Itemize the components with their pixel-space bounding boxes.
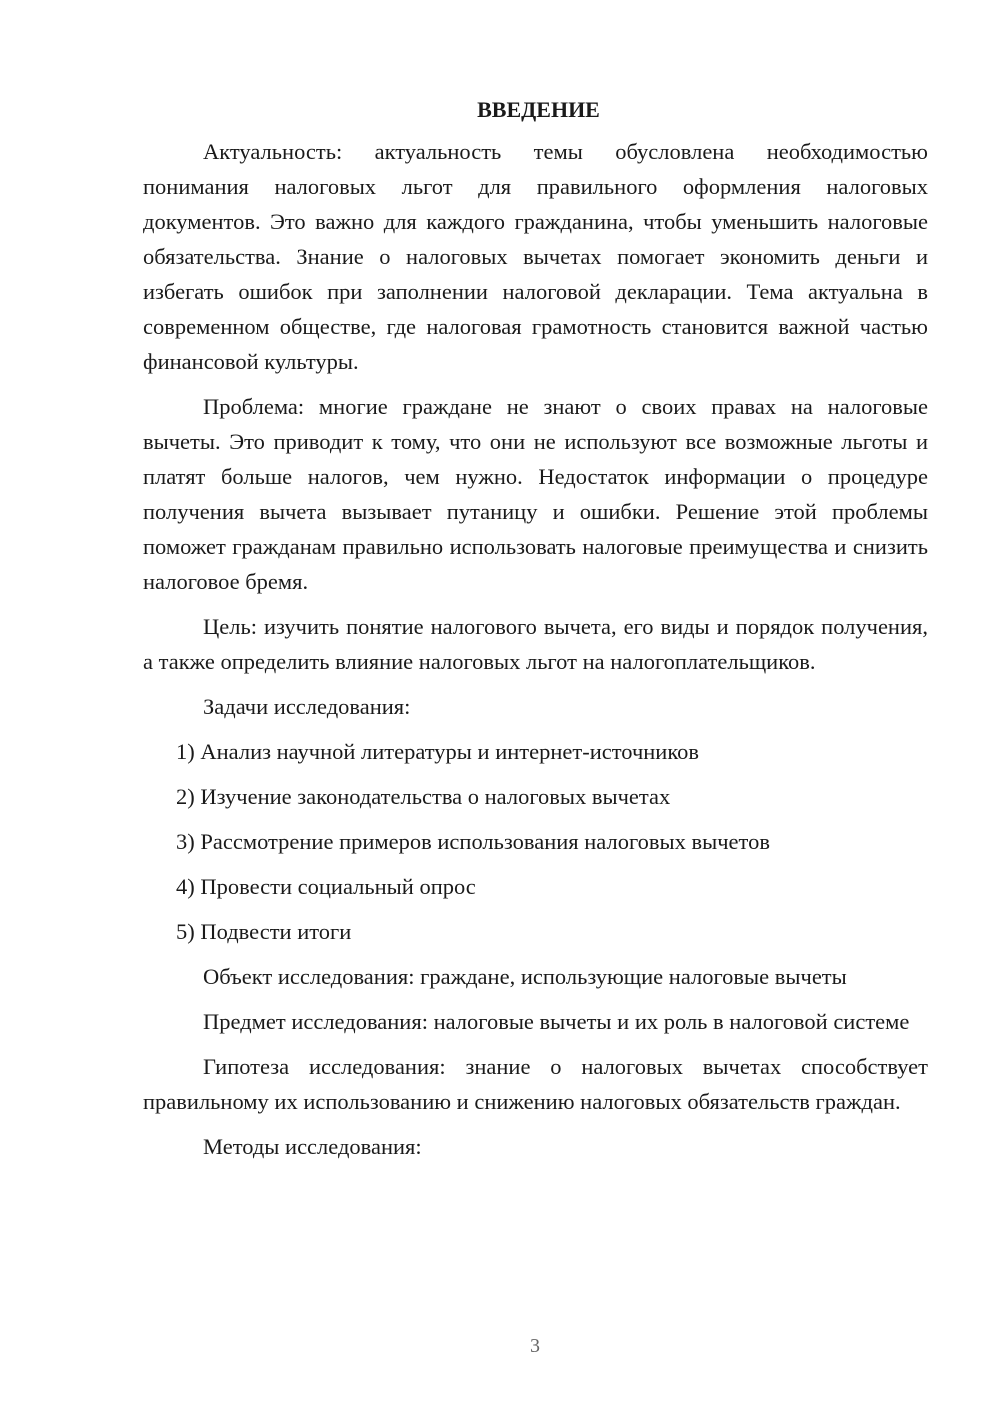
list-item: 1) Анализ научной литературы и интернет-источников bbox=[176, 739, 700, 764]
paragraph-subject: Предмет исследования: налоговые вычеты и их роль в налоговой системе bbox=[203, 1009, 910, 1034]
paragraph-problem: Проблема: многие граждане не знают о своих правах на налоговые вычеты. Это приводит к тому, что они не используют все возможные льготы и платят больше налогов, чем нужно. Недостаток информации о процедуре получения вычета вызывает путаницу и ошибки. Решение этой проблемы поможет гражданам правильно использовать налоговые преимущества и снизить налоговое бремя. bbox=[143, 394, 928, 594]
paragraph-hypothesis: Гипотеза исследования: знание о налоговых вычетах способствует правильному их использованию и снижению налоговых обязательств граждан. bbox=[143, 1054, 928, 1114]
document-body bbox=[143, 92, 928, 1174]
paragraph-relevance: Актуальность: актуальность темы обусловлена необходимостью понимания налоговых льгот для правильного оформления налоговых документов. Это важно для каждого гражданина, чтобы уменьшить налоговые обязательства. Знание о налоговых вычетах помогает экономить деньги и избегать ошибок при заполнении налоговой декларации. Тема актуальна в современном обществе, где налоговая грамотность становится важной частью финансовой культуры. bbox=[143, 139, 928, 374]
list-item: 3) Рассмотрение примеров использования налоговых вычетов bbox=[176, 829, 770, 854]
paragraph-object: Объект исследования: граждане, использующие налоговые вычеты bbox=[203, 964, 847, 989]
paragraph-goal: Цель: изучить понятие налогового вычета, его виды и порядок получения, а также определить влияние налоговых льгот на налогоплательщиков. bbox=[143, 614, 928, 674]
list-item: 4) Провести социальный опрос bbox=[176, 874, 476, 899]
section-title: ВВЕДЕНИЕ bbox=[477, 97, 600, 122]
page-number: 3 bbox=[530, 1335, 540, 1357]
list-item: 2) Изучение законодательства о налоговых вычетах bbox=[176, 784, 671, 809]
tasks-heading: Задачи исследования: bbox=[203, 694, 411, 719]
methods-heading: Методы исследования: bbox=[203, 1134, 422, 1159]
list-item: 5) Подвести итоги bbox=[176, 919, 352, 944]
tasks-list bbox=[143, 734, 928, 949]
